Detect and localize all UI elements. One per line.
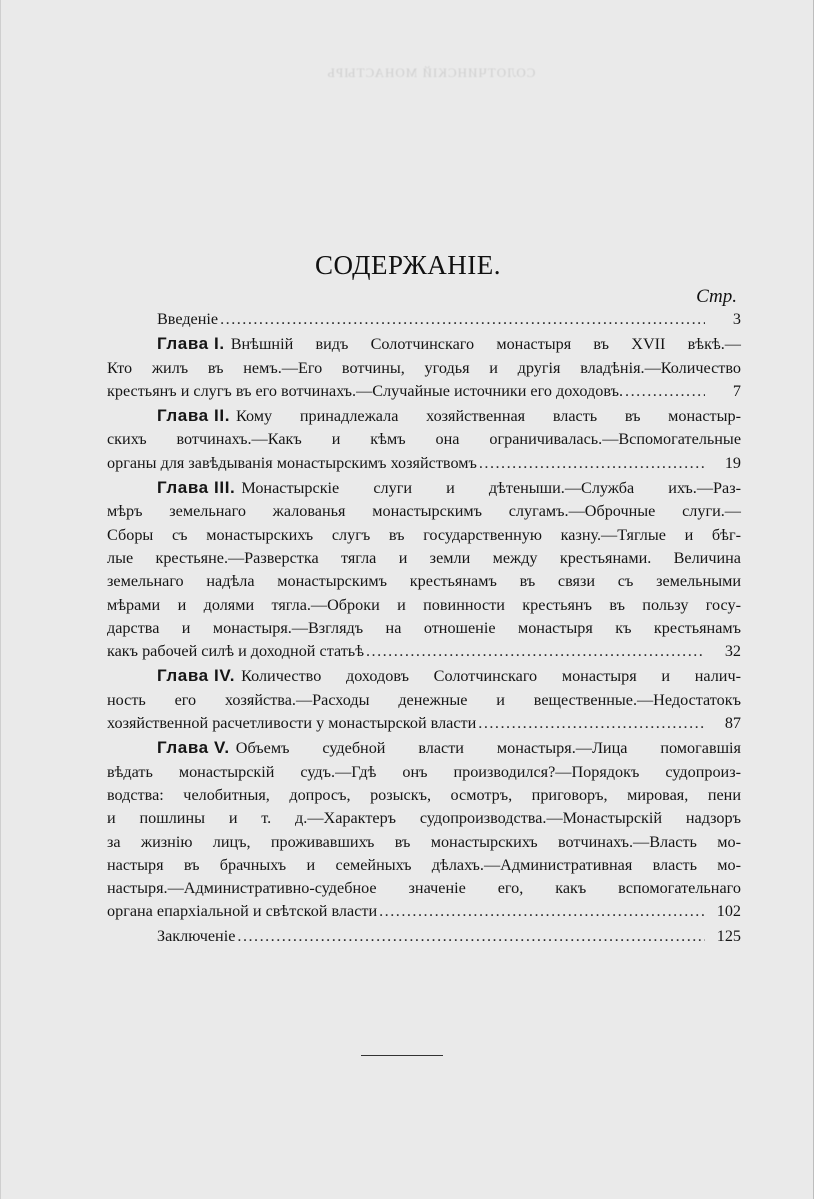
entry-text: хозяйственной расчетливости у монастырской власти xyxy=(107,714,477,733)
toc-entry xyxy=(107,664,741,735)
closing-rule xyxy=(361,1055,443,1056)
toc-entry-line xyxy=(107,807,741,830)
toc-entry-line xyxy=(107,500,741,523)
entry-text: Заключенiе xyxy=(157,926,236,945)
reverse-side-show-through: СОЛОТЧИНСКIЙ МОНАСТЫРЬ xyxy=(326,65,536,80)
page-number: 32 xyxy=(724,642,741,661)
entry-text: Монастырскiе слуги и дѣтеныши.—Служба ихъ.—Раз- xyxy=(241,479,741,498)
entry-text: дарства и монастыря.—Взглядъ на отношенiе монастыря къ крестьянамъ xyxy=(107,618,741,637)
entry-text: водства: челобитныя, допросъ, розыскъ, осмотръ, приговоръ, мировая, пени xyxy=(107,785,741,804)
entry-text: мѣръ земельнаго жалованья монастырскимъ слугамъ.—Оброчные слуги.— xyxy=(107,502,741,521)
chapter-label: Глава I. xyxy=(157,334,225,354)
entry-text: Введенiе xyxy=(157,310,219,328)
page-number: 102 xyxy=(716,902,741,921)
toc-entry-line xyxy=(107,617,741,640)
page-title: СОДЕРЖАНIЕ. xyxy=(314,250,502,280)
toc-entry-line xyxy=(107,831,741,854)
page-number: 3 xyxy=(732,310,741,328)
toc-entry xyxy=(107,476,741,663)
entry-text: органа епархiальной и свѣтской власти xyxy=(107,902,378,921)
chapter-label: Глава IV. xyxy=(157,666,236,686)
toc-entry-line xyxy=(107,689,741,712)
entry-text: Количество доходовъ Солотчинскаго монастыря и налич- xyxy=(241,667,741,686)
toc-entry-line xyxy=(107,476,741,500)
page-number: 125 xyxy=(716,926,741,945)
chapter-label: Глава III. xyxy=(157,478,236,498)
toc-entry-line xyxy=(107,712,741,735)
toc-entry-line xyxy=(107,570,741,593)
toc-entry-line xyxy=(107,452,741,475)
toc-entry-line xyxy=(107,640,741,663)
entry-text: земельнаго надѣла монастырскимъ крестьянамъ въ связи съ земельными xyxy=(107,572,741,591)
toc-entry-line xyxy=(107,547,741,570)
entry-text: Объемъ судебной власти монастыря.—Лица помогавшiя xyxy=(235,739,741,758)
toc-entry-line xyxy=(107,332,741,356)
entry-text: настыря.—Административно-судебное значенiе его, какъ вспомогательнаго xyxy=(107,879,741,898)
toc-entry-line xyxy=(107,900,741,923)
dot-leader xyxy=(237,925,704,948)
toc-entry-line xyxy=(107,524,741,547)
toc-entry-line xyxy=(107,594,741,617)
toc-entry-line xyxy=(107,428,741,451)
toc-entry-line xyxy=(107,761,741,784)
toc-entry xyxy=(107,736,741,923)
toc-entry-line xyxy=(107,877,741,900)
toc-entry-line xyxy=(107,308,741,331)
toc-entry-line xyxy=(107,357,741,380)
page-number: 87 xyxy=(724,714,741,733)
toc-entry-line xyxy=(107,736,741,760)
toc-entry xyxy=(107,308,741,331)
entry-text: мѣрами и долями тягла.—Оброки и повинности крестьянъ въ пользу госу- xyxy=(107,595,741,614)
toc-entry xyxy=(107,925,741,948)
entry-text: крестьянъ и слугъ въ его вотчинахъ.—Случайные источники его доходовъ. xyxy=(107,381,624,400)
toc-entry-line xyxy=(107,784,741,807)
chapter-label: Глава II. xyxy=(157,406,231,426)
dot-leader xyxy=(479,452,705,475)
entry-text: вѣдать монастырскiй судъ.—Гдѣ онъ производился?—Порядокъ судопроиз- xyxy=(107,762,741,781)
toc-entry-line xyxy=(107,854,741,877)
toc-entry xyxy=(107,332,741,403)
dot-leader xyxy=(379,900,705,923)
toc-entry-line xyxy=(107,404,741,428)
page-column-header: Стр. xyxy=(696,286,737,307)
dot-leader xyxy=(220,308,705,331)
entry-text: скихъ вотчинахъ.—Какъ и кѣмъ она ограничивалась.—Вспомогательные xyxy=(107,430,741,449)
entry-text: за жизнiю лицъ, проживавшихъ въ монастырскихъ вотчинахъ.—Власть мо- xyxy=(107,832,741,851)
toc-entry-line xyxy=(107,925,741,948)
page-number: 7 xyxy=(732,381,741,400)
entry-text: органы для завѣдыванiя монастырскимъ хозяйствомъ xyxy=(107,453,477,472)
entry-text: Кому принадлежала хозяйственная власть въ монастыр- xyxy=(236,407,741,426)
dot-leader xyxy=(366,640,705,663)
toc-entry-line xyxy=(107,380,741,403)
entry-text: Кто жилъ въ немъ.—Его вотчины, угодья и другiя владѣнiя.—Количество xyxy=(107,358,741,377)
entry-text: лые крестьяне.—Разверстка тягла и земли между крестьянами. Величина xyxy=(107,548,741,567)
chapter-label: Глава V. xyxy=(157,738,230,758)
entry-text: Внѣшнiй видъ Солотчинскаго монастыря въ XVII вѣкѣ.— xyxy=(230,335,741,354)
entry-text: Сборы съ монастырскихъ слугъ въ государственную казну.—Тяглые и бѣг- xyxy=(107,525,741,544)
toc-entry-line xyxy=(107,664,741,688)
entry-text: какъ рабочей силѣ и доходной статьѣ xyxy=(107,642,364,661)
entry-text: и пошлины и т. д.—Характеръ судопроизводства.—Монастырскiй надзоръ xyxy=(107,809,741,828)
page-number: 19 xyxy=(724,453,741,472)
entry-text: настыря въ брачныхъ и семейныхъ дѣлахъ.—Административная власть мо- xyxy=(107,855,741,874)
dot-leader xyxy=(478,712,705,735)
dot-leader xyxy=(625,380,705,403)
toc-entry xyxy=(107,404,741,475)
entry-text: ность его хозяйства.—Расходы денежные и вещественные.—Недостатокъ xyxy=(107,690,741,709)
table-of-contents xyxy=(107,308,741,949)
